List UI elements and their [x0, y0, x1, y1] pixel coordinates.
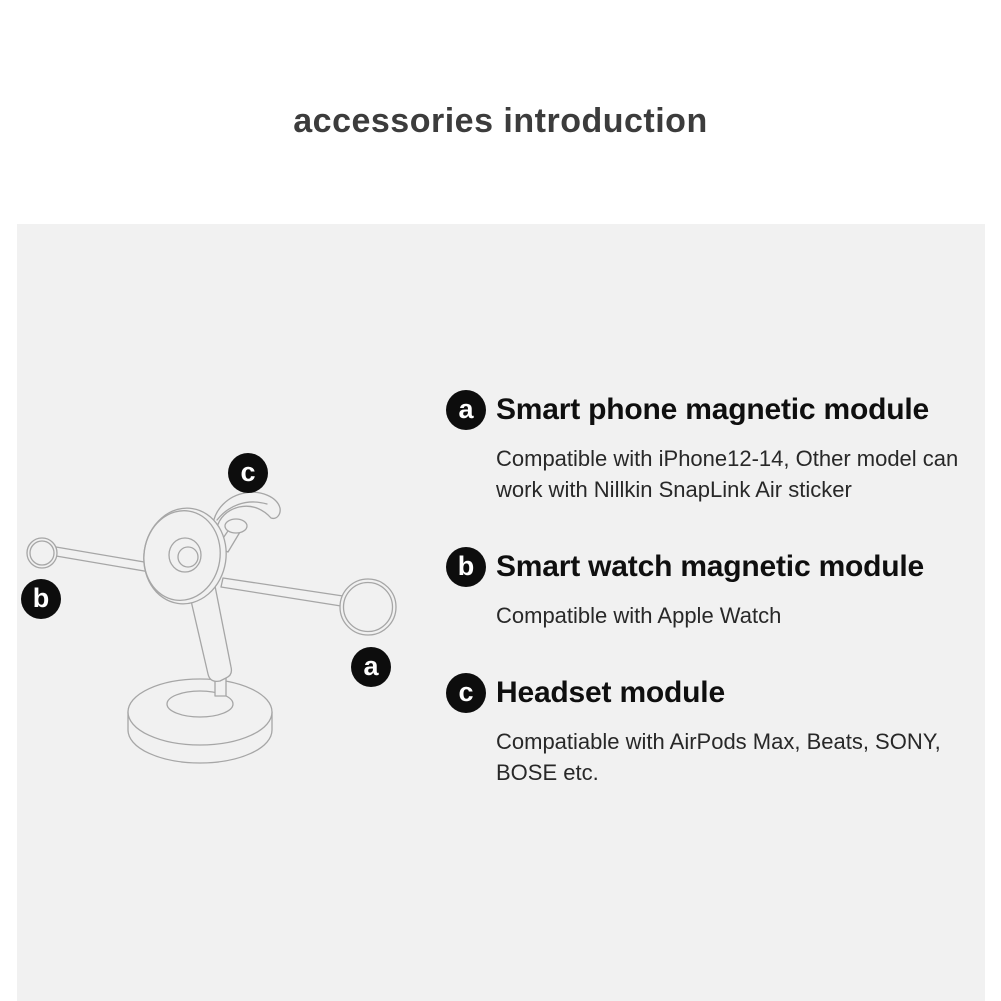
section-smart-watch-module	[446, 547, 986, 631]
diagram-badge-a: a	[351, 647, 391, 687]
page-title: accessories introduction	[293, 102, 708, 140]
section-badge-a: a	[446, 390, 486, 430]
section-c-header	[446, 673, 986, 713]
section-b-description: Compatible with Apple Watch	[496, 603, 782, 628]
line-art-group	[27, 492, 396, 763]
section-c-description: Compatiable with AirPods Max, Beats, SONY, BOSE etc.	[496, 729, 941, 785]
section-c-heading: Headset module	[496, 676, 725, 709]
watch-arm	[56, 547, 150, 572]
diagram-badge-b: b	[21, 579, 61, 619]
section-a-heading: Smart phone magnetic module	[496, 393, 929, 426]
section-badge-b: b	[446, 547, 486, 587]
phone-arm	[221, 578, 343, 606]
diagram-badge-c: c	[228, 453, 268, 493]
disc-hub-inner	[178, 547, 198, 567]
section-headset-module	[446, 673, 986, 788]
headset-joint	[225, 519, 247, 533]
section-b-header	[446, 547, 986, 587]
watch-module-inner-ring	[30, 541, 54, 565]
section-badge-c: c	[446, 673, 486, 713]
section-a-header	[446, 390, 986, 430]
section-a-description: Compatible with iPhone12-14, Other model can work with Nillkin SnapLink Air sticker	[496, 446, 959, 502]
phone-module-inner-ring	[344, 583, 393, 632]
stand-illustration	[17, 440, 457, 800]
section-b-heading: Smart watch magnetic module	[496, 550, 925, 583]
section-smart-phone-module	[446, 390, 986, 505]
content-panel	[17, 224, 985, 1001]
